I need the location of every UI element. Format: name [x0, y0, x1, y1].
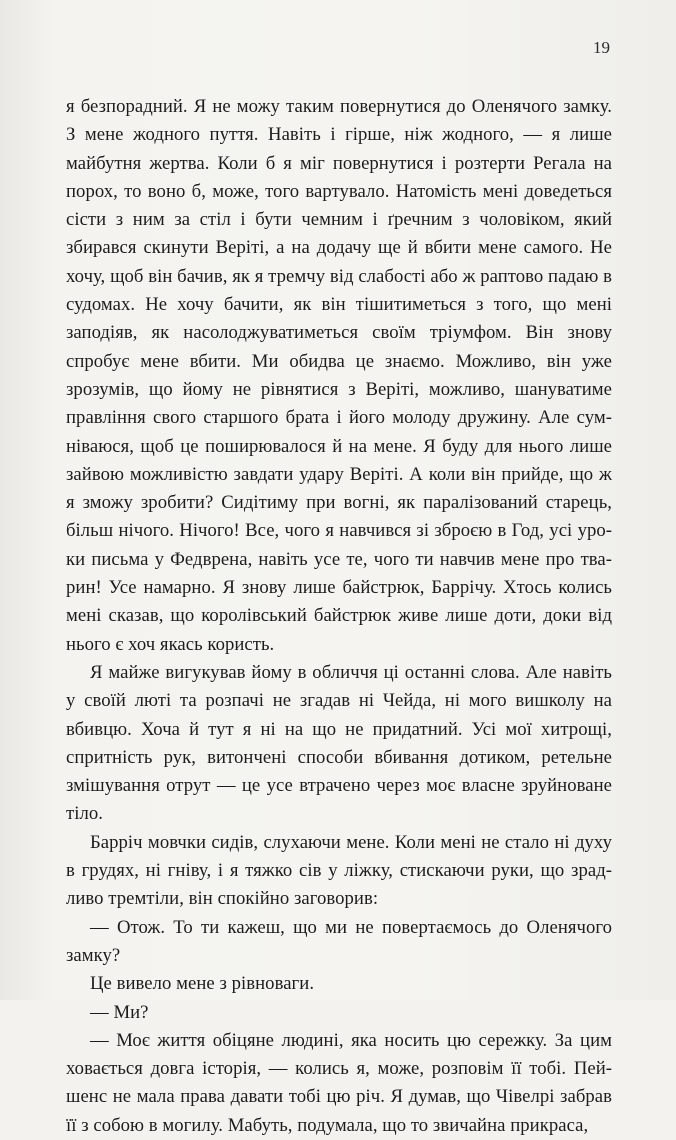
- paragraph-2: Я майже вигукував йому в обличчя ці останні слова. Але навіть у своїй люті та розпачі не згадав ні Чейда, ні мого вишколу на вбивцю. Хоча й тут я ні на що не придатний. Усі мої хитрощі, спритність рук, витончені способи вбивання дотиком, ретельне змішування отрут — це усе втрачено через моє власне зруйноване тіло.: [66, 661, 612, 825]
- paragraph-4: — Отож. То ти кажеш, що ми не повертаємось до Оленячого замку?: [66, 916, 612, 966]
- body-text: [66, 93, 612, 1140]
- paragraph-1: я безпорадний. Я не можу таким повернутися до Оленячого замку. З мене жодного пуття. Навіть і гірше, ніж жодного, — я лише майбутня жертва. Коли б я міг повернутися і розтерти Регала на порох, то воно б, може, того вартувало. Натомість мені доведеться сісти з ним за стіл і бути чемним і ґречним з чоловіком, який збирався скинути Веріті, а на додачу ще й вбити мене самого. Не хочу, щоб він бачив, як я тремчу від слабості або ж раптово падаю в судомах. Не хочу бачити, як він тішитиметься з того, що мені заподіяв, як насолоджуватиметься своїм тріумфом. Він знову спробує мене вбити. Ми обидва це знаємо. Можливо, він уже зрозумів, що йому не рівнятися з Веріті, можливо, шануватиме правління свого старшого брата і його молоду дружину. Але сумніваюся, щоб це поширювалося й на мене. Я буду для нього лише зайвою можливістю завдати удару Веріті. А коли він прийде, що ж я зможу зробити? Сидітиму при вогні, як паралізований старець, більш нічого. Нічого! Все, чого я навчився зі зброєю в Год, усі уроки письма у Федврена, навіть усе те, чого ти навчив мене про тварин! Усе намарно. Я знову лише байстрюк, Баррічу. Хтось колись мені сказав, що королівський байстрюк живе лише доти, доки від нього є хоч якась користь.: [66, 96, 612, 655]
- paragraph-6: — Ми?: [90, 1001, 149, 1023]
- paragraph-5: Це вивело мене з рівноваги.: [90, 973, 315, 995]
- paragraph-7: — Моє життя обіцяне людині, яка носить цю сережку. За цим ховається довга історія, — колись я, може, розповім її тобі. Пейшенс не мала права давати тобі цю річ. Я думав, що Чівелрі забрав її з собою в могилу. Мабуть, подумала, що то звичайна прикраса,: [66, 1029, 612, 1136]
- page-number: 19: [593, 38, 610, 57]
- paragraph-3: Барріч мовчки сидів, слухаючи мене. Коли мені не стало ні духу в грудях, ні гніву, і я тяжко сів у ліжку, стискаючи руки, що зрадливо тремтіли, він спокійно заговорив:: [66, 831, 612, 910]
